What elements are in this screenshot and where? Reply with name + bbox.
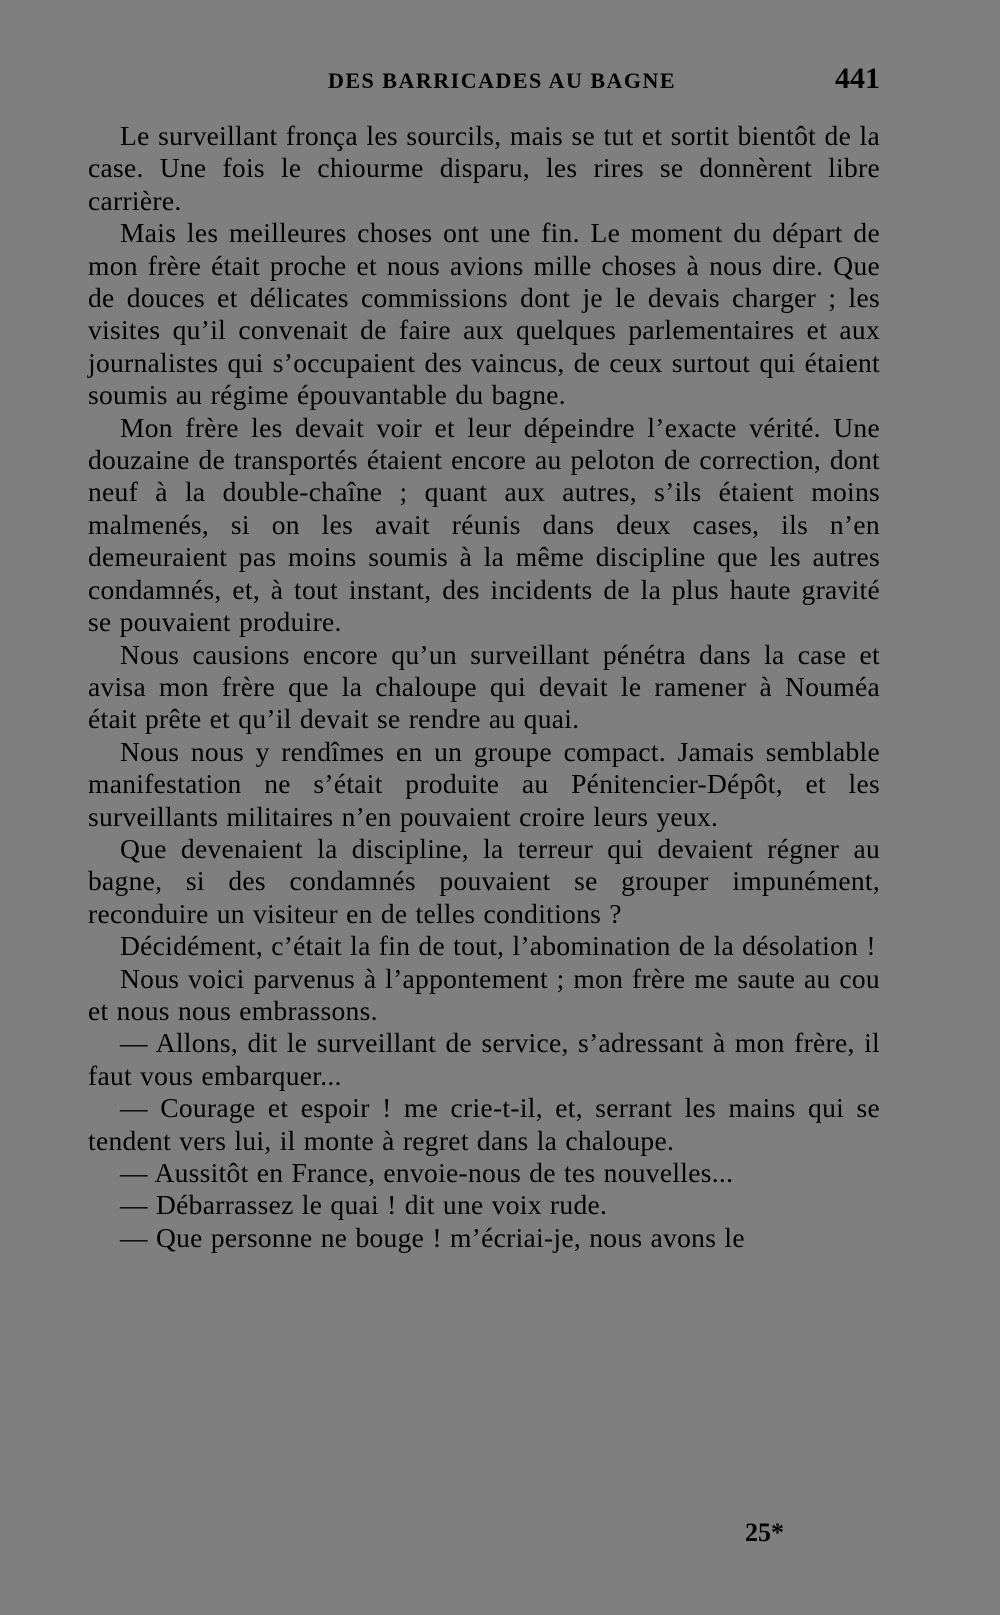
page-header: [90, 64, 880, 100]
body-text: [88, 120, 880, 1254]
paragraph: Décidément, c’était la fin de tout, l’abomination de la désolation !: [120, 930, 876, 962]
paragraph: Le surveillant fronça les sourcils, mais se tut et sortit bientôt de la case. Une fois le chiourme disparu, les rires se donnèrent libre carrière.: [88, 120, 880, 216]
paragraph: — Débarrassez le quai ! dit une voix rude.: [120, 1189, 608, 1221]
paragraph: Mon frère les devait voir et leur dépeindre l’exacte vérité. Une douzaine de transportés étaient encore au peloton de correction, dont neuf à la double-chaîne ; quant aux autres, s’ils étaient moins malmenés, si on les avait réunis dans deux cases, ils n’en demeuraient pas moins soumis à la même discipline que les autres condamnés, et, à tout instant, des incidents de la plus haute gravité se pouvaient produire.: [88, 411, 880, 638]
paragraph: Nous voici parvenus à l’appontement ; mon frère me saute au cou et nous nous embrassons.: [88, 962, 880, 1026]
paragraph: Nous nous y rendîmes en un groupe compact. Jamais semblable manifestation ne s’était produite au Pénitencier-Dépôt, et les surveillants militaires n’en pouvaient croire leurs yeux.: [88, 735, 880, 832]
paragraph: — Allons, dit le surveillant de service, s’adressant à mon frère, il faut vous embarquer...: [88, 1027, 880, 1091]
signature-mark: 25*: [745, 1518, 784, 1547]
paragraph: — Courage et espoir ! me crie-t-il, et, serrant les mains qui se tendent vers lui, il monte à regret dans la chaloupe.: [88, 1092, 880, 1156]
paragraph: — Aussitôt en France, envoie-nous de tes nouvelles...: [120, 1157, 734, 1188]
running-title: DES BARRICADES AU BAGNE: [328, 68, 677, 93]
page-number: 441: [835, 62, 880, 95]
paragraph: — Que personne ne bouge ! m’écriai-je, nous avons le: [120, 1221, 745, 1253]
paragraph: Mais les meilleures choses ont une fin. Le moment du départ de mon frère était proche et nous avions mille choses à nous dire. Que de douces et délicates commissions dont je le devais charger ; les visites qu’il convenait de faire aux quelques parlementaires et aux journalistes qui s’occupaient des vaincus, de ceux surtout qui étaient soumis au régime épouvantable du bagne.: [88, 217, 880, 411]
paragraph: Nous causions encore qu’un surveillant pénétra dans la case et avisa mon frère que la chaloupe qui devait le ramener à Nouméa était prête et qu’il devait se rendre au quai.: [88, 638, 880, 735]
paragraph: Que devenaient la discipline, la terreur qui devaient régner au bagne, si des condamnés pouvaient se grouper impunément, reconduire un visiteur en de telles conditions ?: [88, 832, 880, 929]
